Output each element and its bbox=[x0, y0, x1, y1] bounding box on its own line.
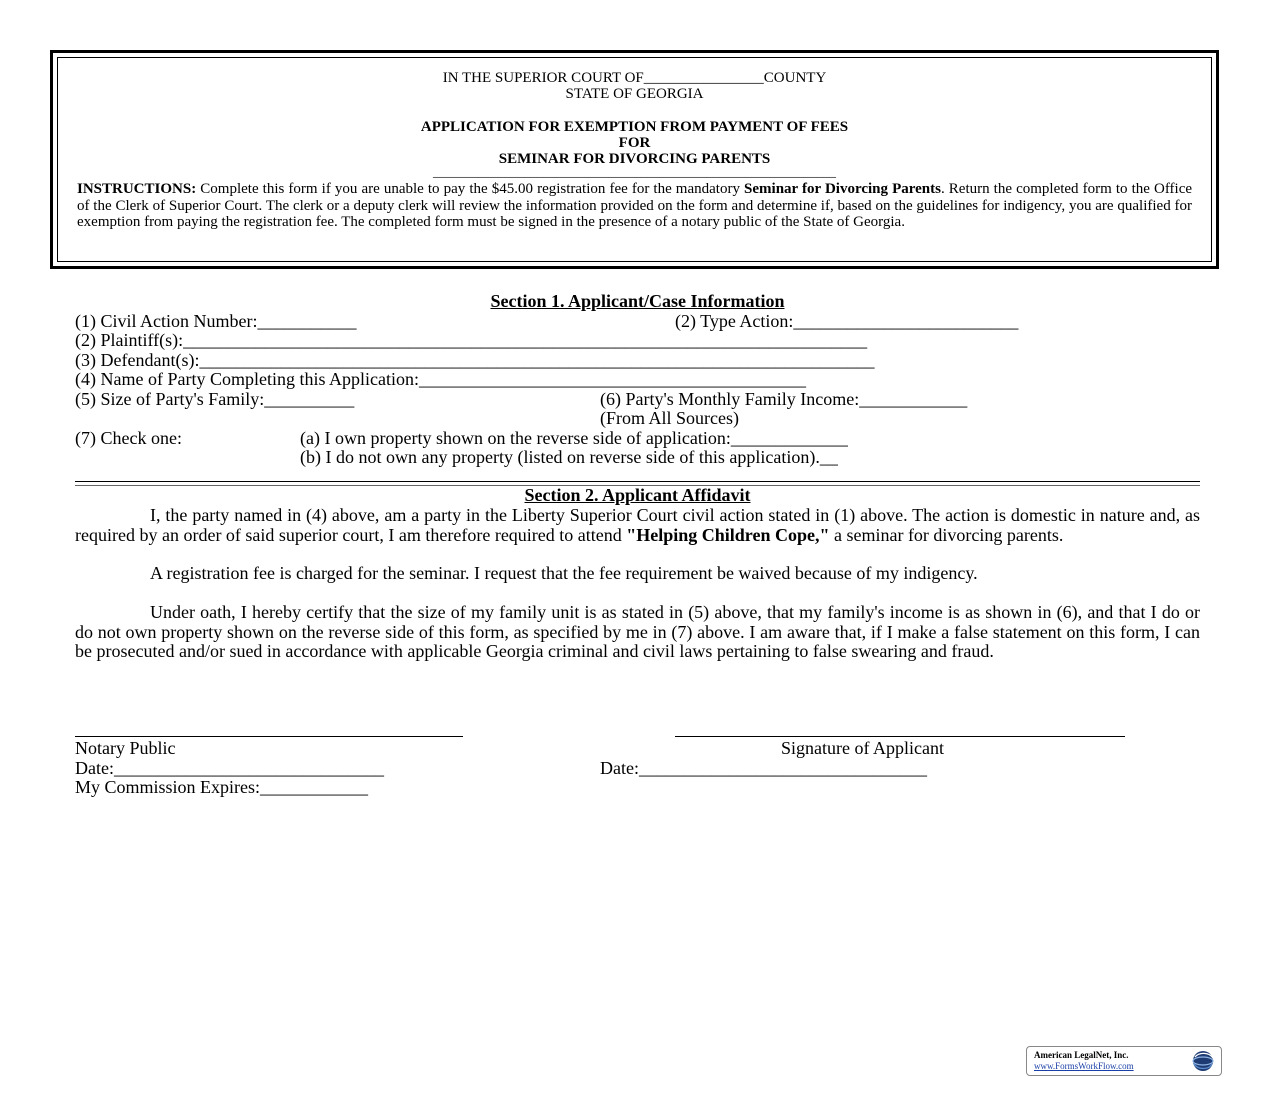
commission-expires-field[interactable]: My Commission Expires:____________ bbox=[75, 777, 369, 797]
globe-icon bbox=[1189, 1049, 1217, 1073]
plaintiffs-field[interactable]: (2) Plaintiff(s):____________________________________________________________________________ bbox=[75, 330, 868, 350]
section-divider-top bbox=[75, 481, 1200, 482]
section-1-title: Section 1. Applicant/Case Information bbox=[490, 291, 785, 311]
family-size-field[interactable]: (5) Size of Party's Family:__________ bbox=[75, 389, 355, 409]
defendants-field[interactable]: (3) Defendant(s):___________________________________________________________________________ bbox=[75, 350, 875, 370]
type-action-field[interactable]: (2) Type Action:_________________________ bbox=[675, 311, 1019, 331]
notary-signature-line[interactable] bbox=[75, 736, 463, 737]
applicant-signature-line[interactable] bbox=[675, 736, 1125, 737]
header-divider: ______________________________________________________________ bbox=[433, 164, 836, 179]
affidavit-paragraph-2: A registration fee is charged for the seminar. I request that the fee requirement be waived because of my indigency. bbox=[150, 563, 978, 583]
notary-date-field[interactable]: Date:______________________________ bbox=[75, 758, 384, 778]
party-name-field[interactable]: (4) Name of Party Completing this Application:___________________________________________ bbox=[75, 369, 806, 389]
notary-label: Notary Public bbox=[75, 738, 176, 758]
instructions-post: . Return the completed form to the Office of the Clerk of Superior Court. The clerk or a deputy clerk will review the information provided on the form and determine if, based on the guidelines for indigency, you are qualified for exemption from paying the registration fee. The completed form must be signed in the presence of a notary public of the State of Georgia. bbox=[77, 181, 1193, 230]
income-sources-note: (From All Sources) bbox=[600, 408, 739, 428]
court-line: IN THE SUPERIOR COURT OF________________COUNTY bbox=[442, 70, 827, 86]
form-header-box bbox=[50, 50, 1219, 269]
logo-url-link[interactable]: www.FormsWorkFlow.com bbox=[1034, 1061, 1134, 1071]
instructions-text bbox=[77, 181, 1192, 231]
no-property-option[interactable]: (b) I do not own any property (listed on reverse side of this application).__ bbox=[300, 447, 838, 467]
applicant-signature-label: Signature of Applicant bbox=[781, 738, 944, 758]
check-one-label: (7) Check one: bbox=[75, 428, 182, 448]
monthly-income-field[interactable]: (6) Party's Monthly Family Income:____________ bbox=[600, 389, 968, 409]
instructions-label: INSTRUCTIONS: bbox=[77, 181, 197, 197]
affidavit-p1-end: a seminar for divorcing parents. bbox=[829, 524, 1064, 545]
instructions-seminar-name: Seminar for Divorcing Parents bbox=[744, 181, 941, 197]
american-legalnet-logo[interactable] bbox=[1026, 1046, 1222, 1076]
logo-company-name: American LegalNet, Inc. bbox=[1034, 1050, 1129, 1060]
form-title-line-2: FOR bbox=[618, 135, 651, 151]
affidavit-paragraph-1 bbox=[75, 506, 1200, 545]
form-title-line-1: APPLICATION FOR EXEMPTION FROM PAYMENT OF FEES bbox=[420, 119, 849, 135]
civil-action-number-field[interactable]: (1) Civil Action Number:___________ bbox=[75, 311, 357, 331]
own-property-option[interactable]: (a) I own property shown on the reverse side of application:_____________ bbox=[300, 428, 848, 448]
affidavit-paragraph-3: Under oath, I hereby certify that the size of my family unit is as stated in (5) above, that my family's income is as shown in (6), and that I do or do not own property shown on the reverse side of this form, as specified by me in (7) above. I am aware that, if I make a false statement on this form, I can be prosecuted and/or sued in accordance with applicable Georgia criminal and civil laws pertaining to false swearing and fraud. bbox=[75, 602, 1200, 661]
state-line: STATE OF GEORGIA bbox=[565, 86, 704, 102]
affidavit-p1-text: I, the party named in (4) above, am a party in the Liberty Superior Court civil action stated in (1) above. The action is domestic in nature and, as required by an order of said superior court, I am therefore required to attend bbox=[75, 505, 1200, 545]
instructions-pre: Complete this form if you are unable to pay the $45.00 registration fee for the mandatory bbox=[200, 181, 740, 197]
applicant-date-field[interactable]: Date:________________________________ bbox=[600, 758, 927, 778]
form-header-inner-border bbox=[57, 57, 1212, 262]
form-title-line-3: SEMINAR FOR DIVORCING PARENTS bbox=[498, 151, 771, 167]
seminar-name: "Helping Children Cope," bbox=[626, 524, 830, 545]
section-2-title: Section 2. Applicant Affidavit bbox=[524, 485, 751, 505]
